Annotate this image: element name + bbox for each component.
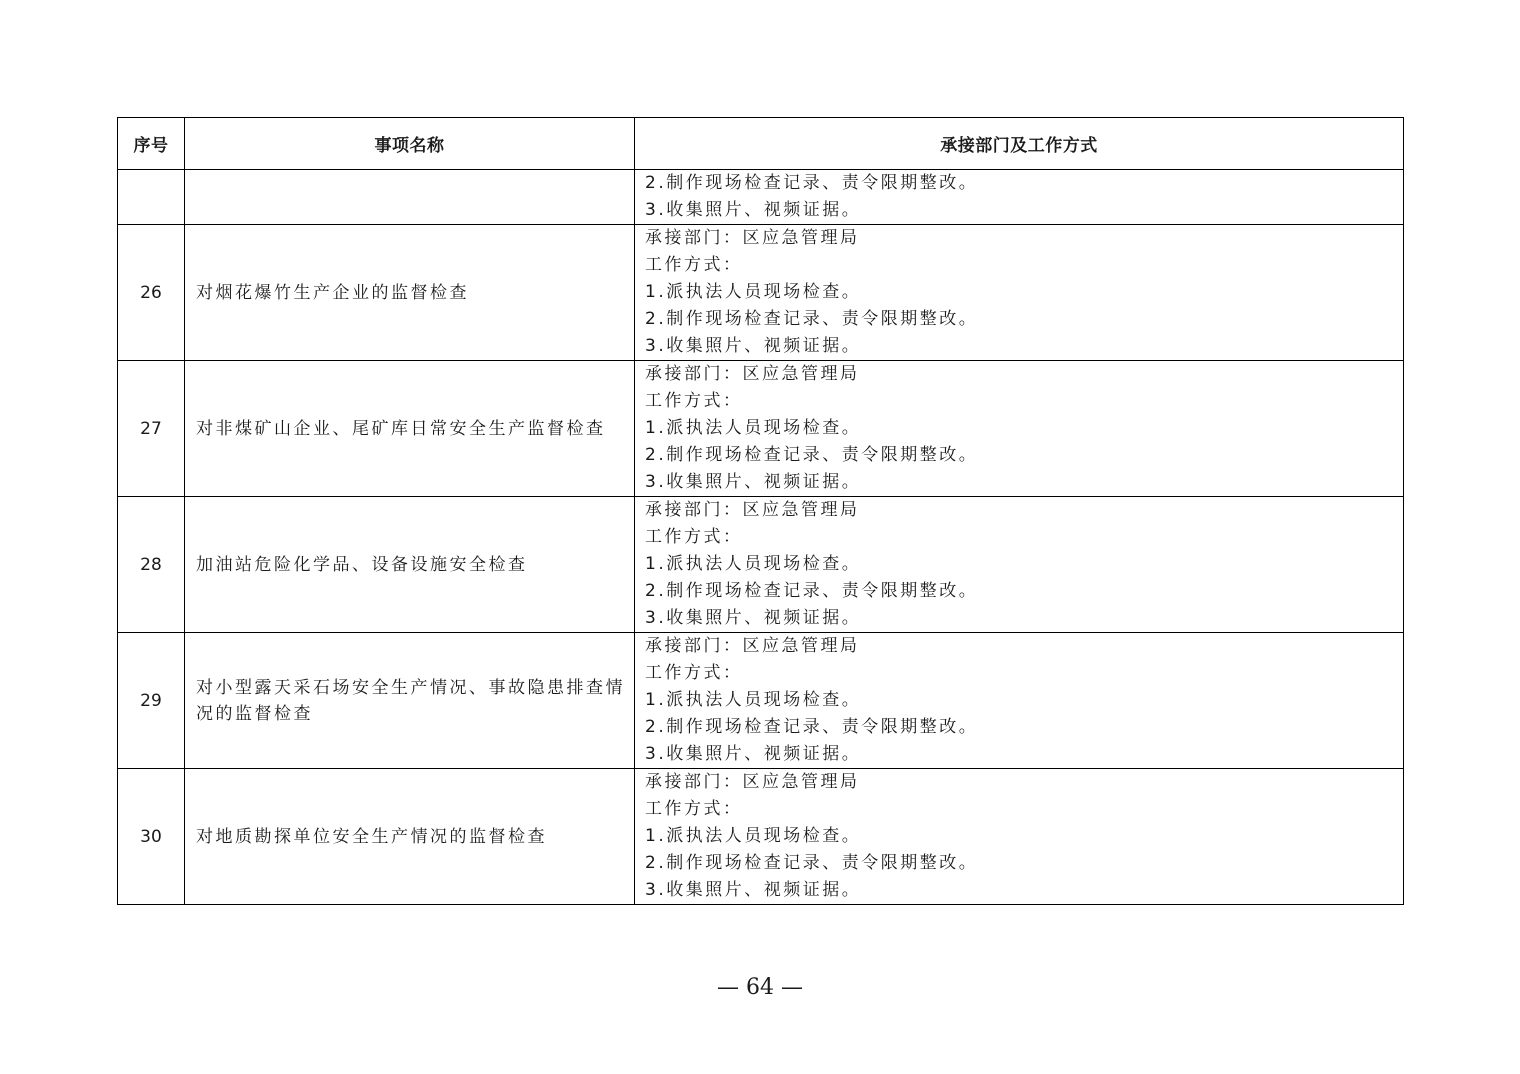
name-cell: 对烟花爆竹生产企业的监督检查 bbox=[185, 225, 635, 361]
table-row bbox=[118, 361, 1404, 497]
header-dept: 承接部门及工作方式 bbox=[635, 118, 1404, 170]
header-row bbox=[118, 118, 1404, 170]
dept-cell bbox=[635, 361, 1404, 497]
dept-line: 承接部门：区应急管理局 bbox=[645, 500, 860, 520]
method-step: 3.收集照片、视频证据。 bbox=[645, 744, 862, 764]
seq-cell: 27 bbox=[118, 361, 185, 497]
dept-cell bbox=[635, 633, 1404, 769]
name-cell: 对非煤矿山企业、尾矿库日常安全生产监督检查 bbox=[185, 361, 635, 497]
seq-cell: 29 bbox=[118, 633, 185, 769]
table-row bbox=[118, 769, 1404, 905]
table-row bbox=[118, 225, 1404, 361]
dept-line: 承接部门：区应急管理局 bbox=[645, 636, 860, 656]
seq-cell: 28 bbox=[118, 497, 185, 633]
name-cell: 对小型露天采石场安全生产情况、事故隐患排查情况的监督检查 bbox=[185, 633, 635, 769]
dept-line: 承接部门：区应急管理局 bbox=[645, 228, 860, 248]
header-seq: 序号 bbox=[118, 118, 185, 170]
dept-cell bbox=[635, 497, 1404, 633]
method-label: 工作方式： bbox=[645, 799, 743, 819]
method-step: 2.制作现场检查记录、责令限期整改。 bbox=[645, 445, 979, 465]
items-table bbox=[117, 117, 1404, 905]
header-name: 事项名称 bbox=[185, 118, 635, 170]
name-cell: 对地质勘探单位安全生产情况的监督检查 bbox=[185, 769, 635, 905]
method-step: 3.收集照片、视频证据。 bbox=[645, 880, 862, 900]
method-step: 3.收集照片、视频证据。 bbox=[645, 608, 862, 628]
method-step: 2.制作现场检查记录、责令限期整改。 bbox=[645, 581, 979, 601]
page-number: — 64 — bbox=[717, 975, 803, 1000]
name-cell bbox=[185, 170, 635, 225]
method-step: 1.派执法人员现场检查。 bbox=[645, 690, 862, 710]
method-step: 1.派执法人员现场检查。 bbox=[645, 826, 862, 846]
method-label: 工作方式： bbox=[645, 527, 743, 547]
method-step: 2.制作现场检查记录、责令限期整改。 bbox=[645, 853, 979, 873]
continuation-row bbox=[118, 170, 1404, 225]
dept-line: 承接部门：区应急管理局 bbox=[645, 364, 860, 384]
table-row bbox=[118, 497, 1404, 633]
method-step: 1.派执法人员现场检查。 bbox=[645, 418, 862, 438]
name-cell: 加油站危险化学品、设备设施安全检查 bbox=[185, 497, 635, 633]
dept-line: 承接部门：区应急管理局 bbox=[645, 772, 860, 792]
method-step: 2.制作现场检查记录、责令限期整改。 bbox=[645, 309, 979, 329]
method-label: 工作方式： bbox=[645, 391, 743, 411]
method-step: 3.收集照片、视频证据。 bbox=[645, 336, 862, 356]
method-step: 3.收集照片、视频证据。 bbox=[645, 472, 862, 492]
method-label: 工作方式： bbox=[645, 663, 743, 683]
seq-cell: 26 bbox=[118, 225, 185, 361]
seq-cell: 30 bbox=[118, 769, 185, 905]
method-step: 3.收集照片、视频证据。 bbox=[645, 200, 862, 220]
method-step: 1.派执法人员现场检查。 bbox=[645, 554, 862, 574]
dept-cell bbox=[635, 769, 1404, 905]
table-row bbox=[118, 633, 1404, 769]
dept-cell bbox=[635, 225, 1404, 361]
method-step: 2.制作现场检查记录、责令限期整改。 bbox=[645, 173, 979, 193]
dept-cell bbox=[635, 170, 1404, 225]
method-step: 2.制作现场检查记录、责令限期整改。 bbox=[645, 717, 979, 737]
method-label: 工作方式： bbox=[645, 255, 743, 275]
method-step: 1.派执法人员现场检查。 bbox=[645, 282, 862, 302]
seq-cell bbox=[118, 170, 185, 225]
